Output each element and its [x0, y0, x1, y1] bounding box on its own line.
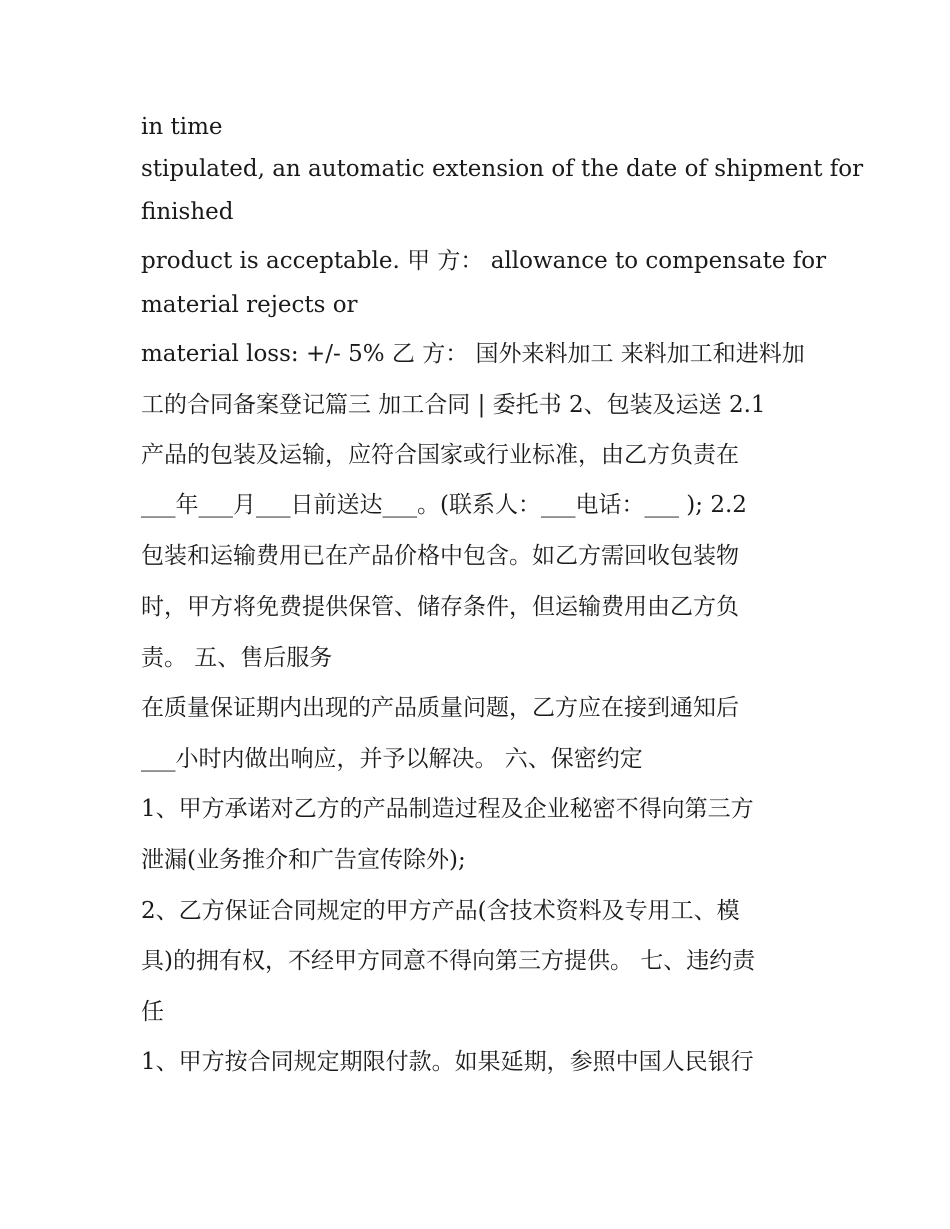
text-line-19: 任 [141, 999, 164, 1025]
text-line-8: 产品的包装及运输，应符合国家或行业标准，由乙方负责在 [141, 442, 739, 468]
text-line-13: 在质量保证期内出现的产品质量问题，乙方应在接到通知后 [141, 695, 739, 721]
text-line-16: 泄漏(业务推介和广告宣传除外); [141, 847, 466, 873]
text-line-5: material rejects or [141, 292, 358, 318]
text-line-15: 1、甲方承诺对乙方的产品制造过程及企业秘密不得向第三方 [141, 796, 754, 822]
text-line-20: 1、甲方按合同规定期限付款。如果延期，参照中国人民银行 [141, 1049, 754, 1075]
text-line-3: finished [141, 199, 234, 225]
text-line-4: product is acceptable. 甲 方： allowance to compensate for [141, 248, 827, 274]
text-line-18: 具)的拥有权，不经甲方同意不得向第三方提供。 七、违约责 [141, 948, 756, 974]
text-line-9: ___年___月___日前送达___。(联系人：___电话：___ ); 2.2 [141, 492, 747, 518]
text-line-2: stipulated, an automatic extension of the date of shipment for [141, 156, 864, 182]
text-line-6: material loss: +/- 5% 乙 方： 国外来料加工 来料加工和进料加 [141, 341, 805, 367]
text-line-7: 工的合同备案登记篇三 加工合同 | 委托书 2、包装及运送 2.1 [141, 392, 766, 418]
text-line-10: 包装和运输费用已在产品价格中包含。如乙方需回收包装物 [141, 543, 739, 569]
text-line-14: ___小时内做出响应，并予以解决。 六、保密约定 [141, 746, 643, 772]
text-line-17: 2、乙方保证合同规定的甲方产品(含技术资料及专用工、模 [141, 898, 740, 924]
text-line-11: 时，甲方将免费提供保管、储存条件，但运输费用由乙方负 [141, 594, 739, 620]
text-line-1: in time [141, 114, 223, 140]
text-line-12: 责。 五、售后服务 [141, 645, 333, 671]
